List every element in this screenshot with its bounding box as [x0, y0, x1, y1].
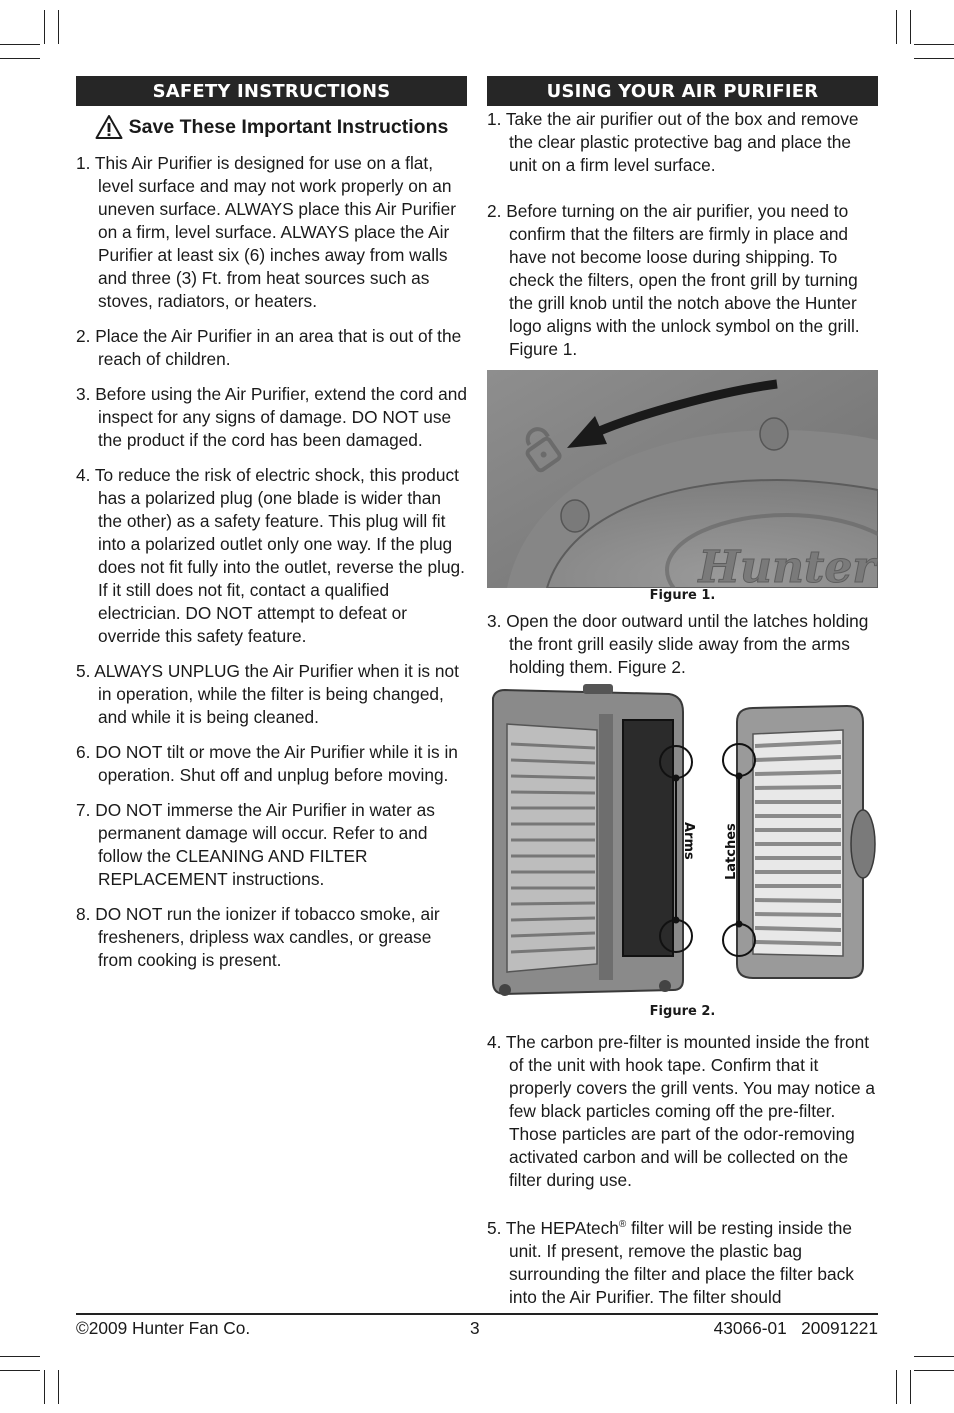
save-instructions-heading: [76, 114, 467, 140]
usage-banner-title: USING YOUR AIR PURIFIER: [546, 80, 819, 102]
grill-knob-illustration: [487, 370, 878, 588]
safety-column: [76, 76, 467, 984]
crop-mark: [914, 1356, 954, 1357]
usage-list-item5: [487, 1217, 878, 1309]
crop-mark: [58, 10, 59, 44]
figure-2-caption: Figure 2.: [649, 1004, 716, 1019]
save-instructions-text: Save These Important Instructions: [128, 115, 449, 138]
crop-mark: [0, 44, 40, 45]
list-item: 4. To reduce the risk of electric shock, this product has a polarized plug (one blade is wider than the other) as a safety feature. This plug will fit into a polarized outlet only one way. If the plug does not fit fully into the outlet, reverse the plug. If it still does not fit, contact a qualified electrician. DO NOT attempt to defeat or override this safety feature.: [76, 465, 465, 646]
crop-mark: [914, 44, 954, 45]
crop-mark: [910, 10, 911, 44]
item5-start: 5. The HEPAtech: [487, 1218, 619, 1238]
figure-1-image: [487, 370, 878, 588]
usage-list-item4: [487, 1031, 878, 1192]
purifier-grill-illustration: [487, 684, 878, 1004]
front-grill: [737, 706, 875, 978]
list-item: 1. This Air Purifier is designed for use on a flat, level surface and may not work properly on an uneven surface. ALWAYS place this Air Purifier on a firm, level surface. ALWAYS place the Air Purifier at least six (6) inches away from walls and three (3) Ft. from heat sources such as stoves, radiators, or heaters.: [76, 153, 456, 311]
safety-list: [76, 152, 467, 972]
hunter-logo: Hunter: [698, 542, 876, 588]
purifier-body: [493, 684, 683, 996]
footer-document-code: 43066-01 20091221: [713, 1318, 878, 1338]
crop-mark: [0, 1370, 40, 1371]
list-item: 2. Before turning on the air purifier, you need to confirm that the filters are firmly in place and have not become loose during shipping. To check the filters, open the front grill by turning the grill knob until the notch above the Hunter logo aligns with the unlock symbol on the grill. Figure 1.: [487, 201, 860, 359]
warning-icon: [95, 114, 123, 140]
list-item: 8. DO NOT run the ionizer if tobacco smoke, air fresheners, dripless wax candles, or grease from cooking is present.: [76, 904, 440, 970]
list-item: 6. DO NOT tilt or move the Air Purifier while it is in operation. Shut off and unplug before moving.: [76, 742, 458, 785]
list-item: 5. ALWAYS UNPLUG the Air Purifier when it is not in operation, while the filter is being changed, and while it is being cleaned.: [76, 661, 459, 727]
crop-mark: [910, 1370, 911, 1404]
list-item: 1. Take the air purifier out of the box and remove the clear plastic protective bag and place the unit on a firm level surface.: [487, 109, 859, 175]
crop-mark: [914, 1370, 954, 1371]
figure-2-image: [487, 684, 878, 1004]
item5-end: filter will be resting inside the unit. If present, remove the plastic bag surrounding the filter and place the filter back into the Air Purifier. The filter should: [509, 1218, 854, 1307]
usage-banner: [487, 76, 878, 106]
crop-mark: [58, 1370, 59, 1404]
usage-column: [487, 76, 878, 1306]
crop-mark: [896, 1370, 897, 1404]
usage-list-item2: [487, 200, 878, 361]
arms-label: Arms: [681, 822, 696, 860]
usage-list-top: [487, 108, 878, 177]
list-item: 4. The carbon pre-filter is mounted inside the front of the unit with hook tape. Confirm that it properly covers the grill vents. You may notice a few black particles coming off the pre-filter. Those particles are part of the odor-removing activated carbon and will be collected on the filter during use.: [487, 1032, 875, 1190]
crop-mark: [0, 1356, 40, 1357]
safety-banner-title: SAFETY INSTRUCTIONS: [152, 80, 391, 102]
safety-banner: [76, 76, 467, 106]
footer-copyright: ©2009 Hunter Fan Co.: [76, 1318, 251, 1338]
registered-mark: ®: [618, 1219, 627, 1231]
list-item: [487, 1217, 878, 1309]
crop-mark: [914, 58, 954, 59]
latches-label: Latches: [724, 823, 739, 880]
list-item: 3. Open the door outward until the latches holding the front grill easily slide away from the arms holding them. Figure 2.: [487, 611, 869, 677]
footer-rule: [76, 1313, 878, 1315]
crop-mark: [896, 10, 897, 44]
footer-page-number: 3: [470, 1318, 480, 1338]
list-item: 7. DO NOT immerse the Air Purifier in water as permanent damage will occur. Refer to and follow the CLEANING AND FILTER REPLACEMENT instructions.: [76, 800, 435, 889]
crop-mark: [44, 10, 45, 44]
list-item: 3. Before using the Air Purifier, extend the cord and inspect for any signs of damage. DO NOT use the product if the cord has been damaged.: [76, 384, 467, 450]
crop-mark: [0, 58, 40, 59]
list-item: 2. Place the Air Purifier in an area that is out of the reach of children.: [76, 326, 462, 369]
usage-list-item3: [487, 610, 878, 679]
crop-mark: [44, 1370, 45, 1404]
figure-1-caption: Figure 1.: [649, 588, 716, 603]
